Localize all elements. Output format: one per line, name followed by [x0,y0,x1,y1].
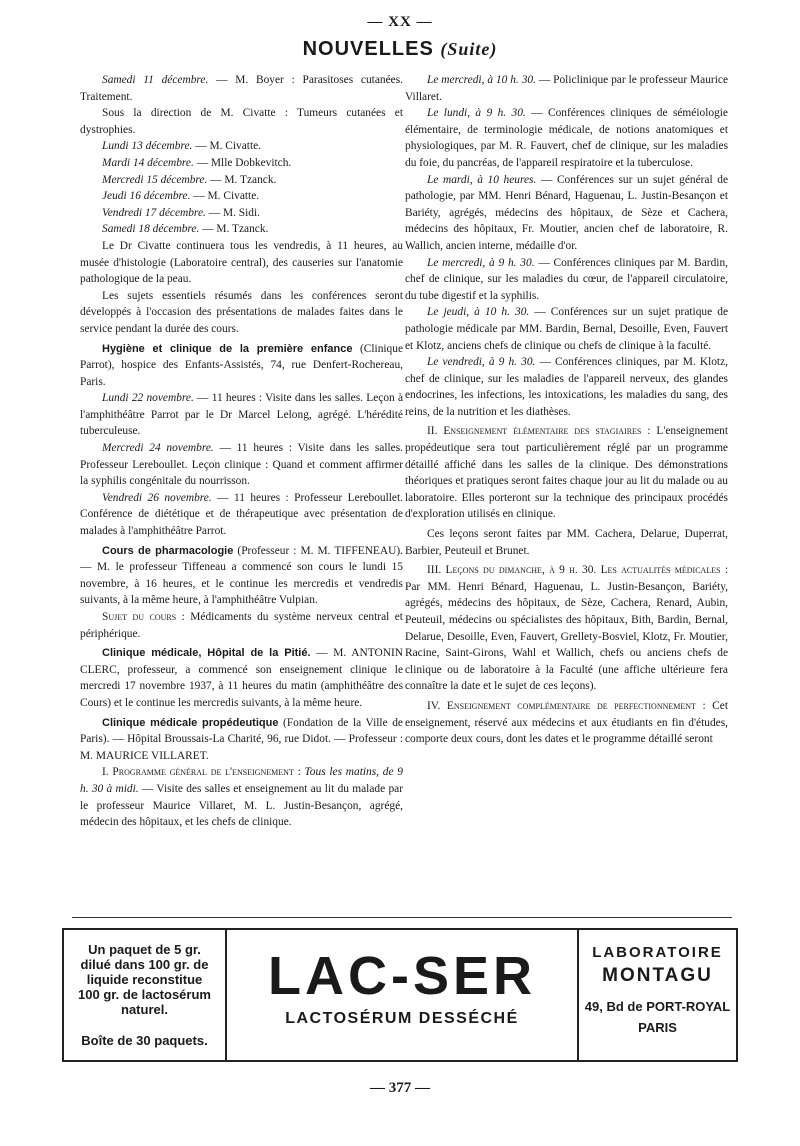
label: I. Programme général de l'enseignement [102,766,294,779]
title-main: NOUVELLES [302,38,434,60]
time: Le lundi, à 9 h. 30. [427,107,526,120]
text: — Mlle Dobkevitch. [193,156,292,169]
page-title [0,38,800,61]
text: : Médicaments du système nerveux central et périphérique. [80,611,403,640]
paragraph: Les sujets essentiels résumés dans les conférences seront développés à l'occasion des présentations de malades faites dans le service pendant la durée des cours. [80,289,403,335]
schedule-item [80,172,403,189]
label: IV. Enseignement complémentaire de perfectionnement [427,699,696,712]
text: — Conférences cliniques de séméiologie élémentaire, de terminologie médicale, de notions anatomiques et physiologiques, par M. R. Fauvert, chef de clinique, sur les maladies du foie, du pancréas, de l'appareil respiratoire et la tuberculose. [405,107,728,169]
ad-lab-line2: MONTAGU [602,965,713,986]
text: — M. Sidi. [205,206,260,219]
schedule-item [80,188,403,205]
divider [72,917,732,918]
schedule-item [80,155,403,172]
paragraph [80,390,403,440]
paragraph [405,255,728,305]
advertisement [62,928,738,1062]
ad-right-panel [577,930,736,1060]
text: — M. Boyer : Parasitoses cutanées. Traitement. [80,74,403,103]
date: Lundi 22 novembre. [102,392,194,405]
paragraph [80,72,403,105]
paragraph [80,764,403,830]
text: — Conférences sur un sujet général de pathologie, par MM. Henri Bénard, Haguenau, L. Justin-Besançon et Bariéty, agrégés, médecins des hôpitaux, de Sèze et Cachera, médecins des hôpitaux, Fr. Moutier, ancien chef de laboratoire, R. Wallich, ancien interne, médaille d'or. [405,173,728,252]
ad-line: naturel. [121,1002,168,1017]
text: — 11 heures : Visite dans les salles. Professeur Lereboullet. Leçon clinique : Quand et comment affirmer la syphilis congénitale du nourrisson. [80,442,403,488]
paragraph [405,105,728,171]
section-title: Clinique médicale, Hôpital de la Pitié. [102,647,311,660]
ad-line: dilué dans 100 gr. de [80,957,209,972]
time: Le mardi, à 10 heures. [427,173,537,186]
time: Tous les matins, de 9 h. 30 à midi. [80,766,403,795]
text: — Visite des salles et enseignement au lit du malade par le professeur Maurice Villaret, M. L. Justin-Besançon, agrégé, médecin des hôpitaux, et les chefs de clinique. [80,782,403,829]
time: Le vendredi, à 9 h. 30. [427,356,536,369]
text: (Fondation de la Ville de Paris). — Hôpital Broussais-La Charité, 96, rue Didot. — Professeur : M. MAURICE VILLARET. [80,716,403,762]
right-column [405,72,728,912]
paragraph: Ces leçons seront faites par MM. Cachera, Delarue, Duperrat, Barbier, Peuteuil et Brunet. [405,528,728,557]
paragraph [80,490,403,540]
ad-city: PARIS [638,1020,677,1035]
paragraph [405,72,728,105]
label: II. Enseignement élémentaire des stagiaires [427,425,642,438]
section-title: Cours de pharmacologie [102,544,234,557]
text: : Par MM. Henri Bénard, Haguenau, L. Justin-Besançon, Bariéty, agrégés, médecins des hôpitaux, de Sèze, Cachera, Renard, Aubin, Peuteuil, médecins ou spécialistes des hôpitaux, Bith, Bardin, Bernal, Delarue, Desoille, Even, Fauvert, Grellety-Bosviel, Klotz, Fr. Moutier, Racine, Saint-Girons, Wahl et Wallich, chefs ou anciens chefs de clinique ou de laboratoire à la Faculté (une affiche ultérieure fera connaître la date et le sujet de ces leçons). [405,564,728,693]
paragraph [405,304,728,354]
date: Jeudi 16 décembre. [102,190,191,203]
schedule-item [80,205,403,222]
text: (Clinique Parrot), hospice des Enfants-Assistés, 74, rue Denfert-Rochereau, Paris. [80,342,403,388]
date: Vendredi 26 novembre. [102,491,212,504]
text: — M. Tzanck. [199,223,269,236]
paragraph: Sous la direction de M. Civatte : Tumeurs cutanées et dystrophies. [80,107,403,136]
section-title: Clinique médicale propédeutique [102,716,279,729]
paragraph [405,698,728,748]
section-pharmacologie [80,543,403,609]
section-propedeutique [80,715,403,765]
time: Le jeudi, à 10 h. 30. [427,306,530,319]
ad-address: 49, Bd de PORT-ROYAL [584,999,731,1014]
text: — Policlinique par le professeur Maurice Villaret. [405,74,728,103]
ad-brand: LAC-SER [268,946,536,1006]
paragraph [405,423,728,523]
text: (Professeur : M. M. TIFFENEAU). — M. le professeur Tiffeneau a commencé son cours le lundi 15 novembre, à 16 heures, et le continue les mercredis et vendredis suivants, à la même heure, à l'amphithéâtre Vulpian. [80,544,403,607]
text: — Conférences sur un sujet pratique de pathologie médicale par MM. Bardin, Bernal, Desoille, Even, Fauvert et Klotz, anciens chefs de clinique ou chefs de clinique à la faculté. [405,306,728,352]
date: Mercredi 24 novembre. [102,442,214,455]
text: : [293,766,301,779]
text: — M. Civatte. [190,190,260,203]
date: Samedi 18 décembre. [102,223,200,236]
date: Lundi 13 décembre. [102,140,193,153]
paragraph [80,609,403,642]
date: Vendredi 17 décembre. [102,206,206,219]
schedule-item [80,138,403,155]
text: — M. Tzanck. [207,173,277,186]
text: — Conférences cliniques par M. Bardin, chef de clinique, sur les maladies du cœur, de l'appareil circulatoire, du tube digestif et la syphilis. [405,256,728,302]
ad-line: Un paquet de 5 gr. [88,942,201,957]
label: III. Leçons du dimanche, à 9 h. 30. Les actualités médicales [427,564,721,577]
title-suffix: (Suite) [440,39,498,59]
text: — 11 heures : Visite dans les salles. Leçon à l'amphithéâtre Parrot par le Dr Marcel Lelong, agrégé. L'hérédité tuberculeuse. [80,392,403,438]
section-hygiene [80,341,403,391]
section-title: Hygiène et clinique de la première enfance [102,342,353,355]
schedule-item [80,221,403,238]
ad-line: liquide reconstitue [86,972,203,987]
label: Sujet du cours [102,611,177,623]
date: Mercredi 15 décembre. [102,173,208,186]
text: — 11 heures : Professeur Lereboullet. Conférence de diététique et de thérapeutique avec présentation de malades à l'amphithéâtre Parrot. [80,491,403,538]
ad-subtitle: LACTOSÉRUM DESSÉCHÉ [285,1010,519,1027]
text: : Cet enseignement, réservé aux médecins et aux étudiants en fin d'études, comporte deux cours, dont les dates et le programme détaillé seront [405,699,728,746]
roman-page-number: — XX — [367,14,433,30]
paragraph: Le Dr Civatte continuera tous les vendredis, à 11 heures, au musée d'histologie (Laboratoire central), des causeries sur l'anatomie pathologique de la peau. [80,239,403,286]
time: Le mercredi, à 10 h. 30. [427,74,536,86]
section-pitie [80,645,403,711]
text: — M. ANTONIN CLERC, professeur, a commencé son enseignement clinique le mercredi 17 novembre 1937, à 11 heures du matin (amphithéâtre des Cours) et le continue les mercredis suivants, à la même heure. [80,647,403,709]
ad-center-panel [227,930,577,1060]
text: — M. Civatte. [192,140,262,153]
paragraph [405,172,728,255]
ad-left-panel [64,930,227,1060]
text: : L'enseignement propédeutique sera tout particulièrement réglé par un programme détaillé affiché dans les salles de la clinique. Des démonstrations théoriques et pratiques seront faites chaque jour au lit du malade ou au laboratoire. Elles porteront sur la technique des principaux procédés d'exploration utilisés en clinique. [405,425,728,521]
paragraph [405,562,728,695]
ad-lab-line1: LABORATOIRE [592,944,723,961]
time: Le mercredi, à 9 h. 30. [427,256,535,269]
left-column [80,72,403,912]
text: — Conférences cliniques, par M. Klotz, chef de clinique, sur les maladies de l'appareil nerveux, des glandes endocrines, les infections, les intoxications, les maladies du sang, des reins, de la nutrition et les diathèses. [405,356,728,418]
paragraph [80,440,403,490]
ad-box-size: Boîte de 30 paquets. [81,1033,208,1048]
ad-line: 100 gr. de lactosérum [78,987,211,1002]
paragraph [405,354,728,420]
date: Samedi 11 décembre. [102,74,209,86]
date: Mardi 14 décembre. [102,156,194,169]
page-number: — 377 — [370,1080,430,1096]
